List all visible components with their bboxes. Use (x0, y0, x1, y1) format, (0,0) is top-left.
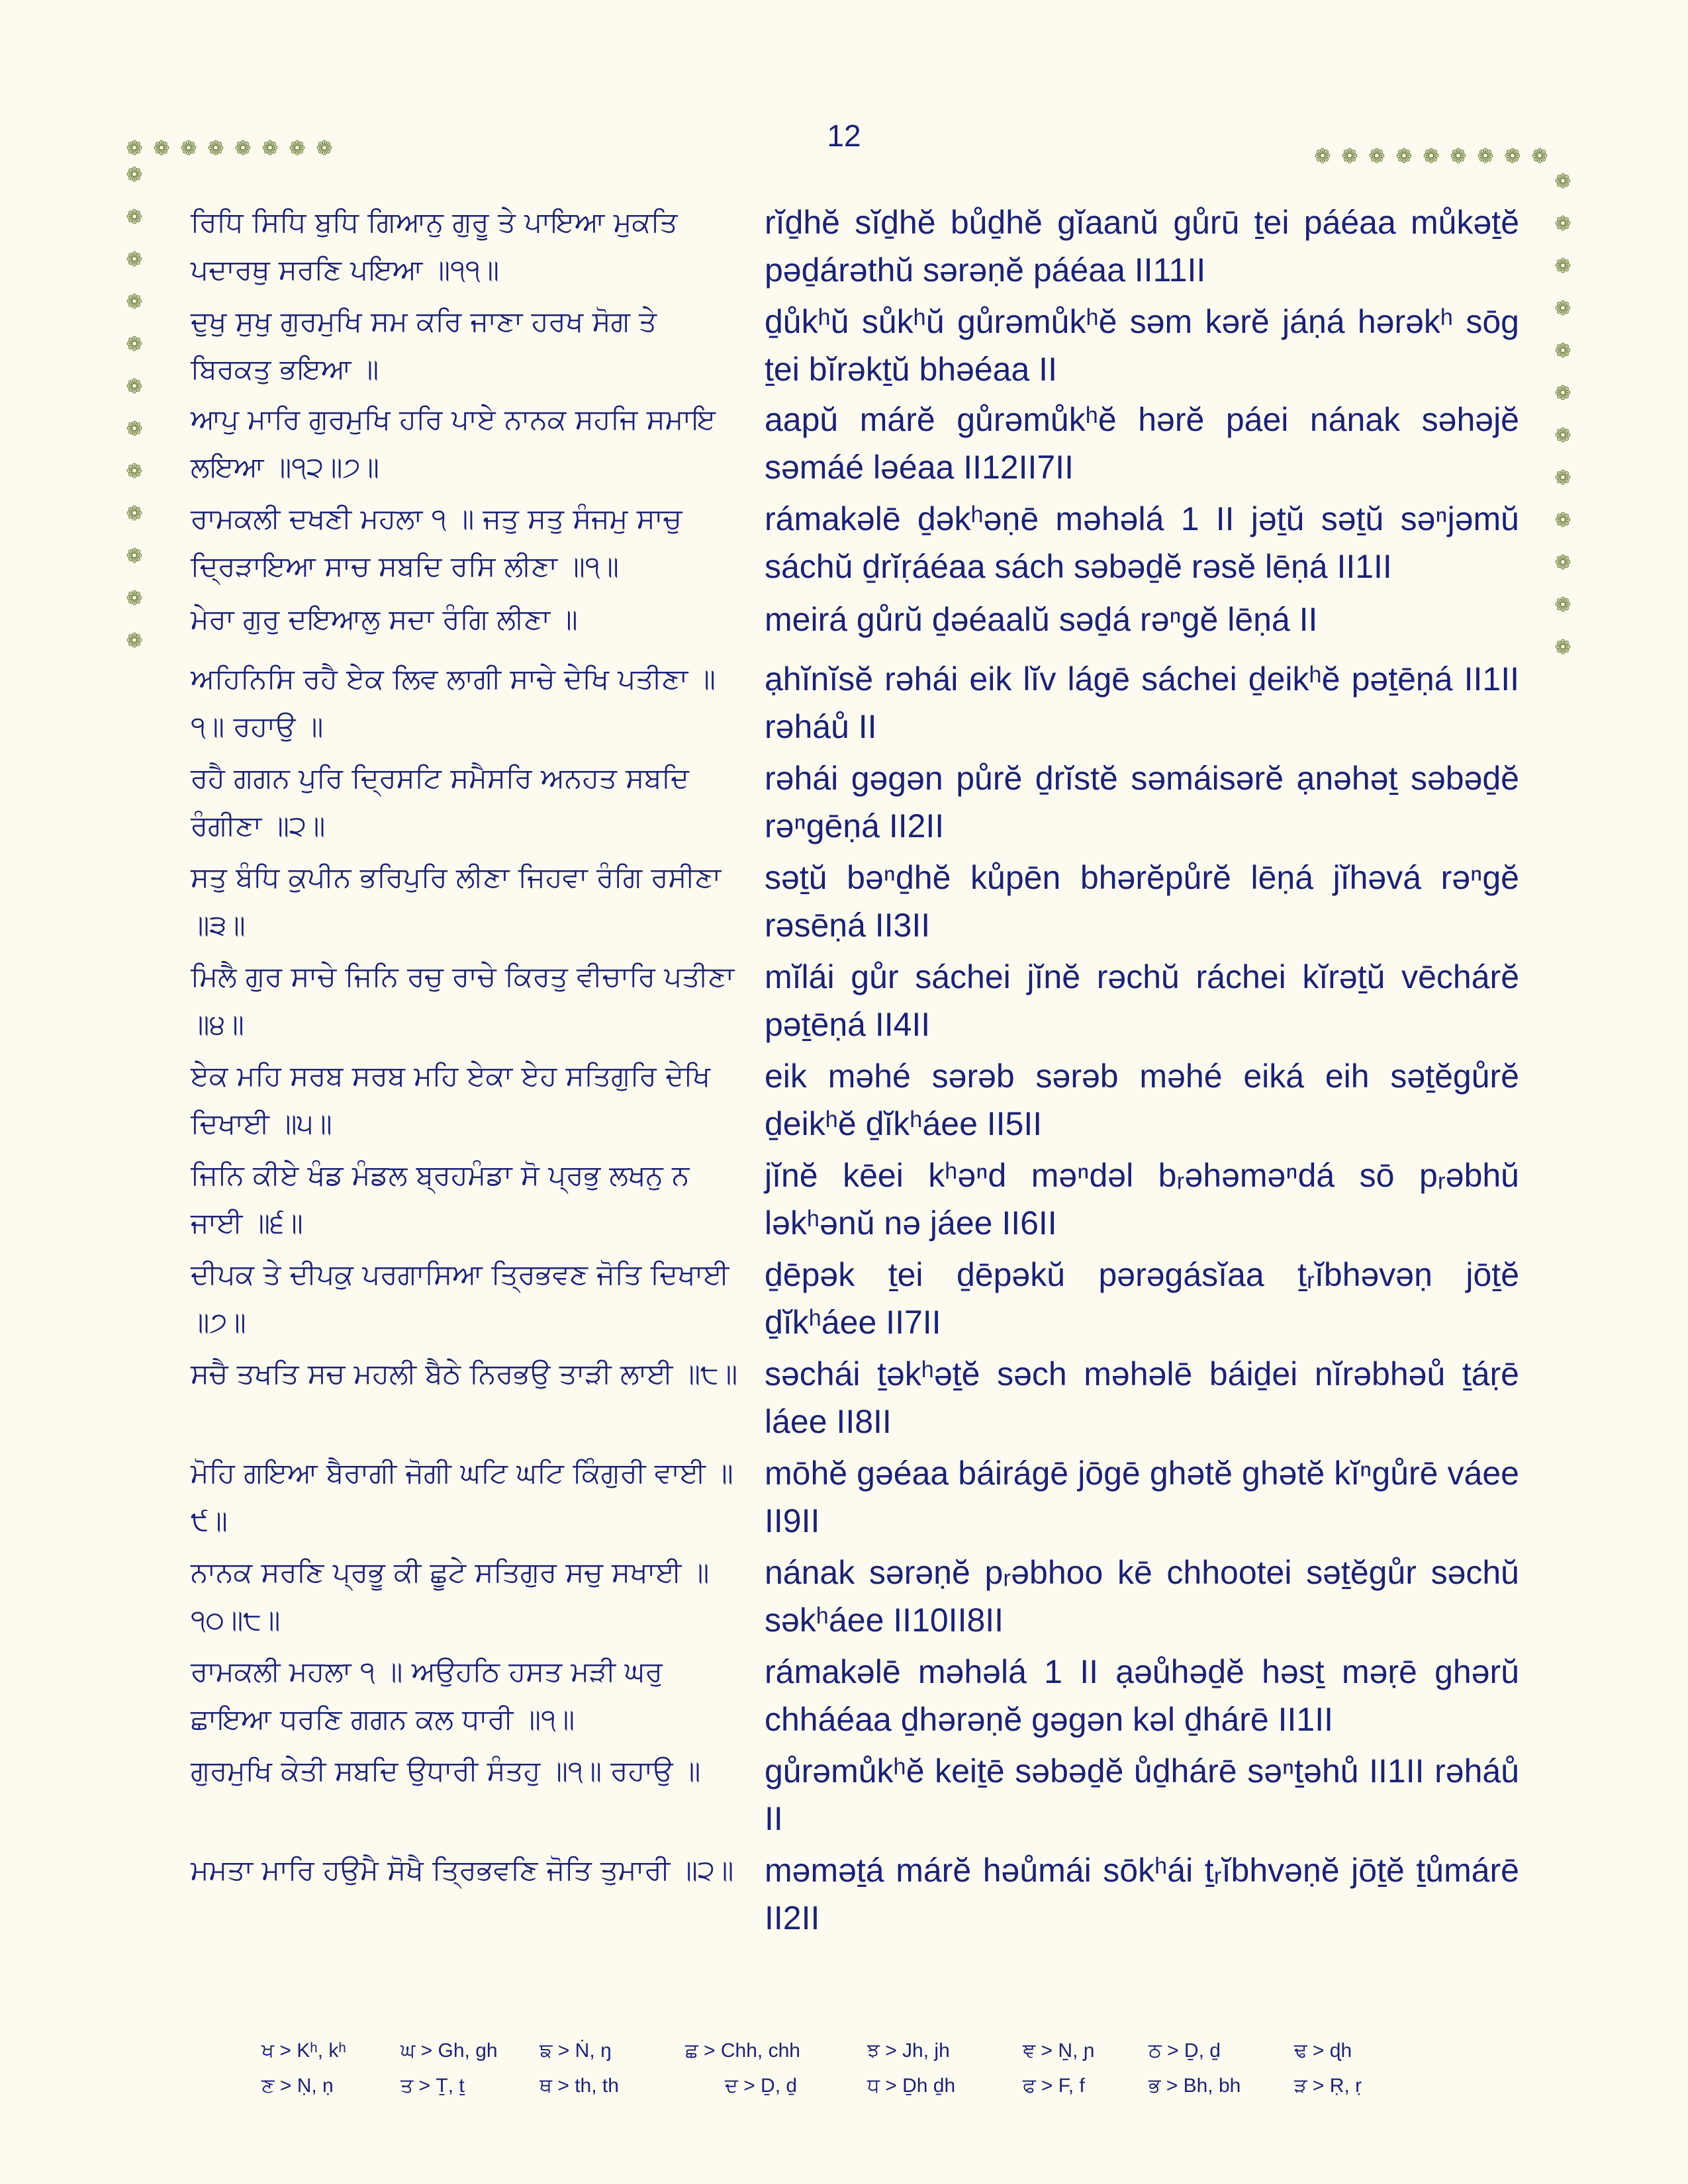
gurmukhi-line: ਮੋਹਿ ਗਇਆ ਬੈਰਾਗੀ ਜੋਗੀ ਘਟਿ ਘਟਿ ਕਿੰਗੁਰੀ ਵਾਈ ॥੯॥ (191, 1457, 733, 1537)
flower-ornament-icon: ❁ (126, 587, 143, 610)
flower-ornament-icon: ❁ (126, 248, 143, 271)
legend-item: ਖ > Kʰ, kʰ (261, 2040, 346, 2062)
transliteration-line: ḏēpək ṯei ḏēpəkŭ pərəgásĭaa ṯᵣĭbhəvəṇ jōṯĕ ḏĭkʰáee II7II (765, 1256, 1519, 1341)
gurmukhi-line: ਮਿਲੈ ਗੁਰ ਸਾਚੇ ਜਿਨਿ ਰਚੁ ਰਾਚੇ ਕਿਰਤੁ ਵੀਚਾਰਿ ਪਤੀਣਾ ॥੪॥ (191, 960, 735, 1040)
legend-item: ਥ > th, th (539, 2075, 619, 2097)
flower-ornament-icon: ❁ (261, 137, 279, 160)
gurmukhi-line: ਰਾਮਕਲੀ ਦਖਣੀ ਮਹਲਾ ੧ ॥ ਜਤੁ ਸਤੁ ਸੰਜਮੁ ਸਾਚੁ ਦ੍ਰਿੜਾਇਆ ਸਾਚ ਸਬਦਿ ਰਸਿ ਲੀਣਾ ॥੧॥ (191, 502, 682, 582)
flower-ornament-icon: ❁ (234, 137, 252, 160)
transliteration-line: rámakəlē məhəlá 1 II ạəůhəḏĕ həsṯ məṛē ghərŭ chháéaa ḏhərəṇĕ gəgən kəl ḏhárē II1II (765, 1653, 1519, 1738)
flower-ornament-icon: ❁ (1554, 594, 1571, 617)
legend-item: ਫ > F, f (1023, 2075, 1085, 2097)
transliteration-line: nának sərəṇĕ pᵣəbhoo kē chhootei səṯĕgůr səchŭ səkʰáee II10II8II (765, 1554, 1519, 1639)
gurmukhi-line: ਦੀਪਕ ਤੇ ਦੀਪਕੁ ਪਰਗਾਸਿਆ ਤ੍ਰਿਭਵਣ ਜੋਤਿ ਦਿਖਾਈ ॥੭॥ (191, 1258, 729, 1338)
legend-item: ਘ > Gh, gh (400, 2040, 498, 2062)
flower-ornament-icon: ❁ (316, 137, 333, 160)
flower-ornament-icon: ❁ (126, 333, 143, 356)
transliteration-line: gůrəmůkʰĕ keiṯē səbəḏĕ ůḏhárē səⁿṯəhů II1II rəháů II (765, 1752, 1519, 1837)
gurmukhi-line: ਨਾਨਕ ਸਰਣਿ ਪ੍ਰਭੂ ਕੀ ਛੂਟੇ ਸਤਿਗੁਰ ਸਚੁ ਸਖਾਈ ॥੧੦॥੮॥ (191, 1556, 710, 1636)
transliteration-line: rámakəlē ḏəkʰəṇē məhəlá 1 II jəṯŭ səṯŭ səⁿjəmŭ sáchŭ ḏrĭṛáéaa sách səbəḏĕ rəsĕ lēṇá II1II (765, 500, 1519, 585)
flower-ornament-icon: ❁ (1554, 212, 1571, 236)
transliteration-line: aapŭ márĕ gůrəmůkʰĕ hərĕ páei nának səhəjĕ səmáé ləéaa II12II7II (765, 401, 1519, 486)
legend-item: ਝ > Jh, jh (867, 2040, 950, 2062)
gurmukhi-line: ਜਿਨਿ ਕੀਏ ਖੰਡ ਮੰਡਲ ਬ੍ਰਹਮੰਡਾ ਸੋ ਪ੍ਰਭੁ ਲਖਨੁ ਨ ਜਾਈ ॥੬॥ (191, 1159, 690, 1239)
transliteration-line: rəhái gəgən půrĕ ḏrĭstĕ səmáisərĕ ạnəhəṯ səbəḏĕ rəⁿgēṇá II2II (765, 760, 1519, 844)
legend-item: ਧ > Ḏh ḏh (867, 2075, 956, 2097)
flower-ornament-icon: ❁ (1450, 145, 1467, 168)
gurmukhi-line: ਮੇਰਾ ਗੁਰੁ ਦਇਆਲੁ ਸਦਾ ਰੰਗਿ ਲੀਣਾ ॥ (191, 603, 578, 635)
flower-ornament-icon: ❁ (1554, 467, 1571, 490)
flower-ornament-icon: ❁ (180, 137, 197, 160)
flower-ornament-icon: ❁ (1554, 255, 1571, 278)
flower-ornament-icon: ❁ (1368, 145, 1385, 168)
flower-ornament-icon: ❁ (1554, 170, 1571, 193)
gurmukhi-line: ਅਹਿਨਿਸਿ ਰਹੈ ਏਕ ਲਿਵ ਲਾਗੀ ਸਾਚੇ ਦੇਖਿ ਪਤੀਣਾ ॥੧॥ ਰਹਾਉ ॥ (191, 662, 716, 743)
transliteration-line: meirá gůrŭ ḏəéaalŭ səḏá rəⁿgĕ lēṇá II (765, 601, 1318, 638)
flower-ornament-icon: ❁ (126, 418, 143, 441)
flower-ornament-icon: ❁ (126, 137, 143, 160)
flower-ornament-icon: ❁ (1314, 145, 1331, 168)
legend-item: ਠ > Ḏ, ḏ (1149, 2040, 1221, 2062)
flower-ornament-icon: ❁ (126, 206, 143, 229)
gurmukhi-line: ਸਤੁ ਬੰਧਿ ਕੁਪੀਨ ਭਰਿਪੁਰਿ ਲੀਣਾ ਜਿਹਵਾ ਰੰਗਿ ਰਸੀਣਾ ॥੩॥ (191, 861, 722, 941)
flower-ornament-icon: ❁ (126, 163, 143, 187)
page-number: 12 (827, 118, 861, 153)
flower-ornament-icon: ❁ (1554, 340, 1571, 363)
gurmukhi-line: ਏਕ ਮਹਿ ਸਰਬ ਸਰਬ ਮਹਿ ਏਕਾ ਏਹ ਸਤਿਗੁਰਿ ਦੇਖਿ ਦਿਖਾਈ ॥੫॥ (191, 1060, 711, 1140)
gurmukhi-line: ਦੁਖੁ ਸੁਖੁ ਗੁਰਮੁਖਿ ਸਮ ਕਰਿ ਜਾਣਾ ਹਰਖ ਸੋਗ ਤੇ ਬਿਰਕਤੁ ਭਇਆ ॥ (191, 305, 657, 385)
flower-ornament-icon: ❁ (1554, 636, 1571, 659)
legend-item: ਛ > Chh, chh (685, 2040, 800, 2062)
flower-ornament-icon: ❁ (1554, 297, 1571, 320)
flower-ornament-icon: ❁ (126, 460, 143, 483)
transliteration-line: jĭnĕ kēei kʰəⁿd məⁿdəl bᵣəhəməⁿdá sō pᵣəbhŭ ləkʰənŭ nə jáee II6II (765, 1157, 1519, 1242)
transliteration-line: səṯŭ bəⁿḏhĕ kůpēn bhərĕpůrĕ lēṇá jĭhəvá rəⁿgĕ rəsēṇá II3II (765, 859, 1519, 944)
flower-ornament-icon: ❁ (153, 137, 170, 160)
gurmukhi-line: ਮਮਤਾ ਮਾਰਿ ਹਉਮੈ ਸੋਖੈ ਤ੍ਰਿਭਵਣਿ ਜੋਤਿ ਤੁਮਾਰੀ ॥੨॥ (191, 1854, 734, 1886)
gurmukhi-line: ਰਿਧਿ ਸਿਧਿ ਬੁਧਿ ਗਿਆਨੁ ਗੁਰੂ ਤੇ ਪਾਇਆ ਮੁਕਤਿ ਪਦਾਰਥੁ ਸਰਣਿ ਪਇਆ ॥੧੧॥ (191, 206, 678, 286)
flower-ornament-icon: ❁ (126, 545, 143, 568)
flower-ornament-icon: ❁ (1477, 145, 1494, 168)
gurmukhi-line: ਰਹੈ ਗਗਨ ਪੁਰਿ ਦ੍ਰਿਸਟਿ ਸਮੈਸਰਿ ਅਨਹਤ ਸਬਦਿ ਰੰਗੀਣਾ ॥੨॥ (191, 762, 689, 842)
transliteration-line: mĭlái gůr sáchei jĭnĕ rəchŭ ráchei kĭrəṯŭ vēchárĕ pəṯēṇá II4II (765, 958, 1519, 1043)
transliteration-line: mōhĕ gəéaa báirágē jōgē ghətĕ ghətĕ kĭⁿgůrē váee II9II (765, 1455, 1519, 1539)
flower-ornament-icon: ❁ (1554, 424, 1571, 447)
flower-ornament-icon: ❁ (126, 291, 143, 314)
flower-ornament-icon: ❁ (126, 502, 143, 525)
flower-ornament-icon: ❁ (126, 375, 143, 398)
flower-ornament-icon: ❁ (1554, 509, 1571, 532)
flower-ornament-icon: ❁ (1395, 145, 1413, 168)
legend-item: ਦ > Ḏ, ḏ (725, 2075, 798, 2097)
gurmukhi-line: ਸਚੈ ਤਖਤਿ ਸਚ ਮਹਲੀ ਬੈਠੇ ਨਿਰਭਉ ਤਾੜੀ ਲਾਈ ॥੮॥ (191, 1357, 738, 1390)
transliteration-line: ḏůkʰŭ sůkʰŭ gůrəmůkʰĕ səm kərĕ jáṇá hərəkʰ sōg ṯei bĭrəkṯŭ bhəéaa II (765, 303, 1519, 388)
legend-item: ਤ > Ṯ, ṯ (400, 2075, 465, 2097)
flower-ornament-icon: ❁ (1531, 145, 1548, 168)
legend-item: ੜ > Ṛ, ṛ (1294, 2075, 1362, 2097)
flower-ornament-icon: ❁ (1554, 382, 1571, 405)
legend-item: ਞ > Ṉ, ɲ (1023, 2040, 1095, 2062)
transliteration-line: rĭḏhĕ sĭḏhĕ bůḏhĕ gĭaanŭ gůrū ṯei páéaa můkəṯĕ pəḏárəthŭ sərəṇĕ páéaa II11II (765, 204, 1519, 289)
flower-ornament-icon: ❁ (1341, 145, 1358, 168)
flower-ornament-icon: ❁ (289, 137, 306, 160)
flower-ornament-icon: ❁ (207, 137, 224, 160)
legend-item: ਢ > ɖh (1294, 2040, 1352, 2062)
transliteration-line: ạhĭnĭsĕ rəhái eik lĭv lágē sáchei ḏeikʰĕ pəṯēṇá II1II rəháů II (765, 660, 1519, 745)
gurmukhi-line: ਰਾਮਕਲੀ ਮਹਲਾ ੧ ॥ ਅਉਹਠਿ ਹਸਤ ਮੜੀ ਘਰੁ ਛਾਇਆ ਧਰਣਿ ਗਗਨ ਕਲ ਧਾਰੀ ॥੧॥ (191, 1655, 663, 1735)
legend-item: ਙ > Ṅ, ŋ (539, 2040, 612, 2062)
flower-ornament-icon: ❁ (1423, 145, 1440, 168)
gurmukhi-line: ਆਪੁ ਮਾਰਿ ਗੁਰਮੁਖਿ ਹਰਿ ਪਾਏ ਨਾਨਕ ਸਹਜਿ ਸਮਾਇ ਲਇਆ ॥੧੨॥੭॥ (191, 403, 716, 483)
transliteration-line: eik məhé sərəb sərəb məhé eiká eih səṯĕgůrĕ ḏeikʰĕ ḏĭkʰáee II5II (765, 1058, 1519, 1142)
flower-ornament-icon: ❁ (1554, 551, 1571, 574)
legend-item: ਭ > Bh, bh (1149, 2075, 1241, 2097)
transliteration-line: səchái ṯəkʰəṯĕ səch məhəlē báiḏei nĭrəbhəů ṯáṛē láee II8II (765, 1355, 1519, 1440)
legend-item: ਣ > Ṇ, ṇ (261, 2075, 334, 2097)
gurmukhi-line: ਗੁਰਮੁਖਿ ਕੇਤੀ ਸਬਦਿ ਉਧਾਰੀ ਸੰਤਹੁ ॥੧॥ ਰਹਾਉ ॥ (191, 1754, 701, 1787)
flower-ornament-icon: ❁ (1504, 145, 1521, 168)
flower-ornament-icon: ❁ (126, 629, 143, 653)
transliteration-line: məməṯá márĕ həůmái sōkʰái ṯᵣĭbhvəṇĕ jōṯĕ ṯůmárē II2II (765, 1852, 1519, 1936)
